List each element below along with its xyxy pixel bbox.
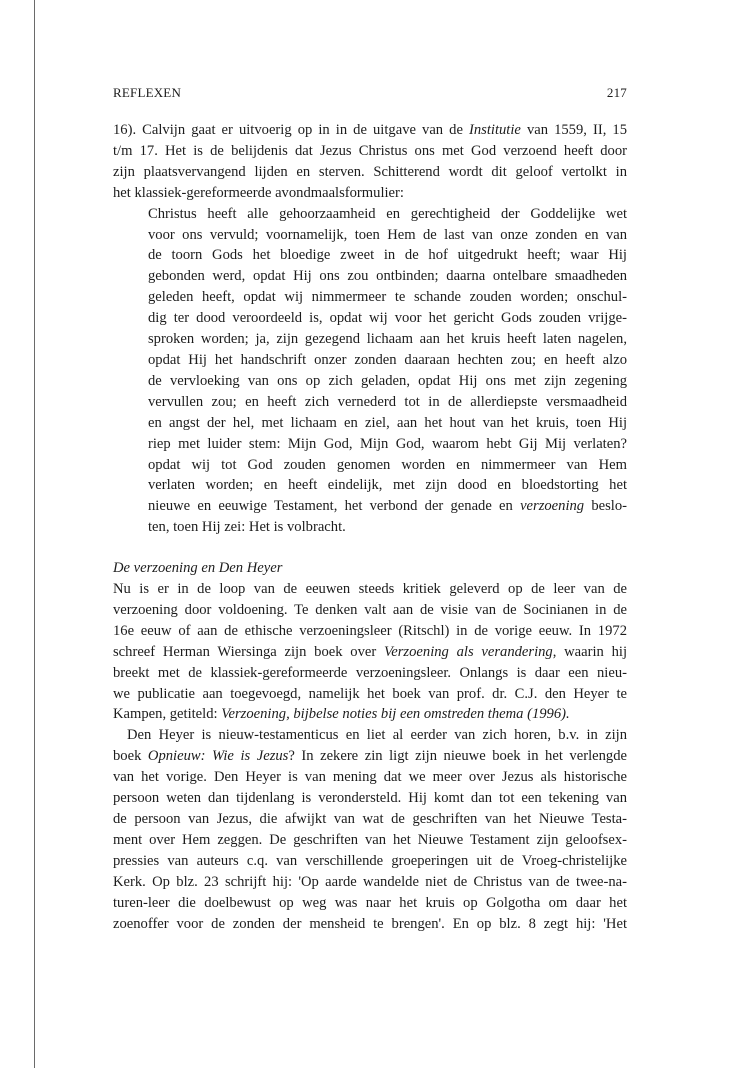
text-line: zoenoffer voor de zonden der mensheid te brengen'. En op blz. 8 zegt hij: 'Het — [113, 915, 627, 932]
page-body — [113, 120, 627, 934]
text-line: Kerk. Op blz. 23 schrijft hij: 'Op aarde wandelde niet de Christus van de twee-na- — [113, 873, 627, 890]
quote-line: opdat Hij het handschrift onzer zonden daaraan hechten zou; en heeft alzo — [148, 351, 627, 368]
quote-line: opdat wij tot God zouden genomen worden en nimmermeer van Hem — [148, 456, 627, 473]
text-line: de persoon van Jezus, die afwijkt van wat de geschriften van het Nieuwe Testa- — [113, 811, 627, 827]
text-line: t/m 17. Het is de belijdenis dat Jezus Christus ons met God verzoend heeft door — [113, 142, 627, 159]
text-line: turen-leer die doelbewust op weg was naar het kruis op Golgotha om daar het — [113, 894, 627, 911]
quote-line: nieuwe en eeuwige Testament, het verbond der genade en verzoening beslo- — [148, 498, 627, 515]
text-line: zijn plaatsvervangend lijden en sterven. Schitterend wordt dit geloof vertolkt in — [113, 163, 627, 180]
paragraph-3 — [113, 725, 627, 934]
text-line: boek Opnieuw: Wie is Jezus? In zekere zin ligt zijn nieuwe boek in het verlengde — [113, 748, 627, 765]
text-line: we publicatie aan toegevoegd, namelijk het boek van prof. dr. C.J. den Heyer te — [113, 685, 627, 702]
block-quote — [148, 204, 627, 539]
running-title: REFLEXEN — [113, 85, 182, 100]
text-line: Nu is er in de loop van de eeuwen steeds kritiek geleverd op de leer van de — [113, 581, 627, 598]
section-gap — [113, 538, 627, 558]
text-line: schreef Herman Wiersinga zijn boek over Verzoening als verandering, waarin hij — [113, 643, 627, 660]
quote-line: geleden heeft, opdat wij nimmermeer te schande zouden worden; onschul- — [148, 289, 627, 306]
page-number: 217 — [606, 85, 627, 100]
quote-line: Christus heeft alle gehoorzaamheid en gerechtigheid der Goddelijke wet — [148, 205, 627, 222]
text-line: breekt met de klassiek-gereformeerde verzoeningsleer. Onlangs is daar een nieu- — [113, 664, 627, 681]
text-line: van het vorige. Den Heyer is van mening dat we meer over Jezus als historische — [113, 769, 627, 786]
quote-line: verlaten worden; en heeft eindelijk, met zijn dood en bloedstorting het — [148, 477, 627, 494]
quote-line: riep met luider stem: Mijn God, Mijn God, waarom hebt Gij Mij verlaten? — [148, 435, 627, 452]
quote-line: sproken worden; ja, zijn gezegend lichaam aan het kruis heeft laten nagelen, — [148, 331, 627, 348]
text-line: Kampen, getiteld: Verzoening, bijbelse noties bij een omstreden thema (1996). — [113, 706, 570, 723]
text-line: het klassiek-gereformeerde avondmaalsformulier: — [113, 184, 404, 201]
quote-line: en angst der hel, met lichaam en ziel, aan het hout van het kruis, toen Hij — [148, 414, 627, 431]
text-line: persoon weten dan tijdenlang is verondersteld. Hij komt dan tot een tekening van — [113, 790, 627, 807]
paragraph-2 — [113, 579, 627, 725]
text-line: 16e eeuw of aan de ethische verzoeningsleer (Ritschl) in de vorige eeuw. In 1972 — [113, 622, 627, 639]
quote-line: ten, toen Hij zei: Het is volbracht. — [148, 519, 346, 536]
quote-line: vervullen zou; en heeft zich vernederd tot in de allerdiepste versmaadheid — [148, 393, 627, 410]
text-line: 16). Calvijn gaat er uitvoerig op in in de uitgave van de Institutie van 1559, II, 15 — [113, 122, 627, 138]
section-heading: De verzoening en Den Heyer — [113, 560, 283, 577]
text-line: verzoening door voldoening. Te denken valt aan de visie van de Socinianen in de — [113, 601, 627, 618]
running-header — [113, 85, 627, 105]
quote-line: de toorn Gods het bloedige zweet in de hof uitgedrukt heeft; waar Hij — [148, 247, 627, 264]
quote-line: de vervloeking van ons op zich geladen, opdat Hij ons met zijn zegening — [148, 372, 627, 389]
text-line: pressies van auteurs c.q. van verschillende groeperingen uit de Vroeg-christelijke — [113, 852, 627, 869]
paragraph-1 — [113, 120, 627, 204]
page-gutter-line — [34, 0, 35, 1068]
quote-line: dig ter dood veroordeeld is, opdat wij voor het gericht Gods zouden vrijge- — [148, 310, 627, 327]
quote-line: gebonden werd, opdat Hij ons zou ontbinden; daarna ontelbare smaadheden — [148, 268, 627, 285]
text-line: ment over Hem zeggen. De geschriften van het Nieuwe Testament zijn geloofsex- — [113, 831, 627, 848]
quote-line: voor ons vervuld; voornamelijk, toen Hem de last van onze zonden en van — [148, 226, 627, 243]
text-line: Den Heyer is nieuw-testamenticus en liet al eerder van zich horen, b.v. in zijn — [127, 727, 627, 744]
